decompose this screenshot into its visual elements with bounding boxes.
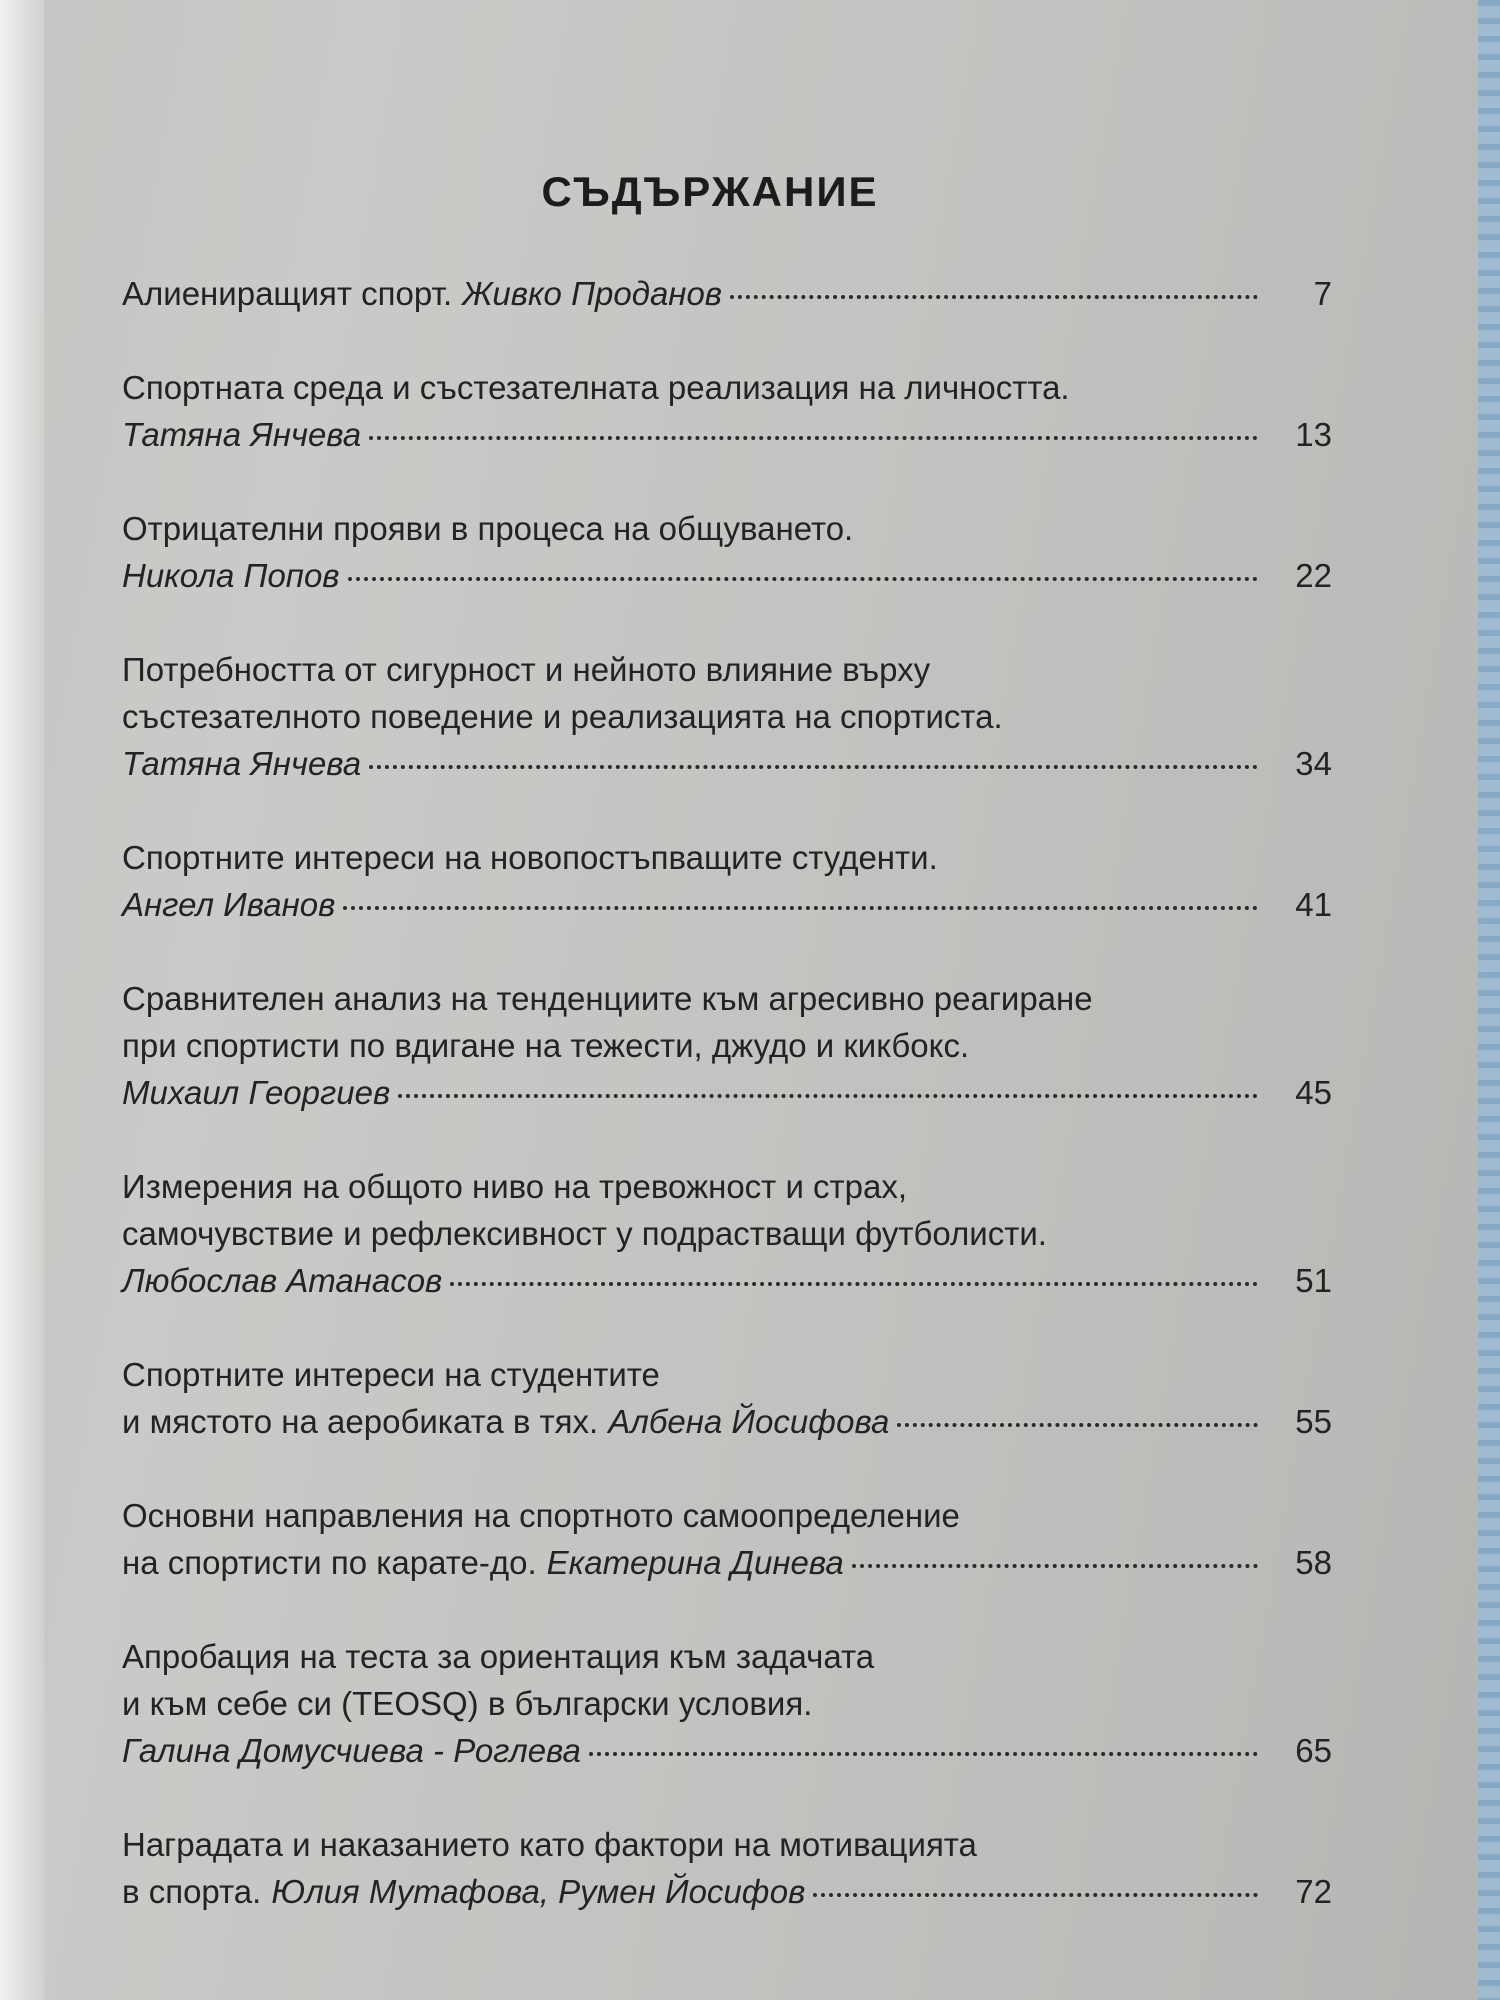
entry-title-line: Спортните интереси на новопостъпващите студенти.: [122, 839, 938, 876]
dot-leader: [852, 1564, 1258, 1568]
entry-title-line: състезателното поведение и реализацията на спортиста.: [122, 698, 1003, 735]
entry-page-number: 13: [1295, 416, 1332, 453]
entry-title-tail: и мястото на аеробиката в тях.: [122, 1403, 599, 1440]
entry-title-line: и към себе си (TEOSQ) в български условия.: [122, 1685, 813, 1722]
entry-title-tail: на спортисти по карате-до.: [122, 1544, 537, 1581]
entry-title-line: Основни направления на спортното самоопределение: [122, 1497, 960, 1534]
dot-leader: [813, 1893, 1258, 1897]
entry-title-line: Наградата и наказанието като фактори на мотивацията: [122, 1826, 977, 1863]
page-edge-stack: [1478, 0, 1500, 2000]
entry-last-line: [122, 270, 1332, 317]
entry-title-line: Отрицателни прояви в процеса на общуването.: [122, 510, 854, 547]
table-of-contents: [122, 270, 1332, 1962]
entry-author: Михаил Георгиев: [122, 1074, 391, 1111]
entry-author: Ангел Иванов: [122, 886, 336, 923]
entry-title-line: Потребността от сигурност и нейното влияние върху: [122, 651, 931, 688]
entry-page-number: 22: [1295, 557, 1332, 594]
entry-page-number: 65: [1295, 1732, 1332, 1769]
dot-leader: [398, 1094, 1258, 1098]
dot-leader: [450, 1282, 1258, 1286]
dot-leader: [348, 577, 1258, 581]
dot-leader: [897, 1423, 1258, 1427]
toc-entry: [122, 975, 1332, 1116]
entry-author: Татяна Янчева: [122, 416, 362, 453]
entry-title-line: Сравнителен анализ на тенденциите към агресивно реагиране: [122, 980, 1093, 1017]
toc-entry: [122, 364, 1332, 458]
entry-page-number: 34: [1295, 745, 1332, 782]
entry-author: Татяна Янчева: [122, 745, 362, 782]
entry-author: Албена Йосифова: [608, 1403, 890, 1440]
entry-title-tail: в спорта.: [122, 1873, 262, 1910]
toc-entry: [122, 505, 1332, 599]
entry-title-tail: Алиениращият спорт.: [122, 275, 453, 312]
entry-title-line: самочувствие и рефлексивност у подрастващи футболисти.: [122, 1215, 1047, 1252]
entry-title-line: Измерения на общото ниво на тревожност и страх,: [122, 1168, 908, 1205]
entry-author: Екатерина Динева: [546, 1544, 844, 1581]
toc-entry: [122, 1163, 1332, 1304]
entry-title-line: при спортисти по вдигане на тежести, джудо и кикбокс.: [122, 1027, 970, 1064]
dot-leader: [343, 906, 1258, 910]
entry-last-line: [122, 881, 1332, 928]
entry-last-line: [122, 1539, 1332, 1586]
entry-page-number: 7: [1313, 275, 1332, 312]
entry-author: Юлия Мутафова, Румен Йосифов: [271, 1873, 806, 1910]
toc-entry: [122, 834, 1332, 928]
toc-entry: [122, 1633, 1332, 1774]
entry-last-line: [122, 1398, 1332, 1445]
entry-page-number: 41: [1295, 886, 1332, 923]
entry-last-line: [122, 740, 1332, 787]
dot-leader: [369, 765, 1258, 769]
dot-leader: [730, 295, 1258, 299]
entry-page-number: 58: [1295, 1544, 1332, 1581]
book-spine-shadow: [0, 0, 44, 2000]
toc-entry: [122, 1492, 1332, 1586]
toc-entry: [122, 270, 1332, 317]
entry-page-number: 55: [1295, 1403, 1332, 1440]
entry-last-line: [122, 1069, 1332, 1116]
entry-last-line: [122, 1868, 1332, 1915]
entry-page-number: 72: [1295, 1873, 1332, 1910]
entry-page-number: 51: [1295, 1262, 1332, 1299]
entry-last-line: [122, 552, 1332, 599]
dot-leader: [369, 436, 1258, 440]
entry-page-number: 45: [1295, 1074, 1332, 1111]
dot-leader: [589, 1752, 1258, 1756]
entry-title-line: Апробация на теста за ориентация към задачата: [122, 1638, 875, 1675]
toc-entry: [122, 646, 1332, 787]
entry-title-line: Спортните интереси на студентите: [122, 1356, 660, 1393]
entry-author: Любослав Атанасов: [122, 1262, 443, 1299]
toc-entry: [122, 1821, 1332, 1915]
entry-last-line: [122, 1727, 1332, 1774]
entry-author: Галина Домусчиева - Роглева: [122, 1732, 581, 1769]
entry-last-line: [122, 1257, 1332, 1304]
entry-author: Никола Попов: [122, 557, 340, 594]
toc-title: СЪДЪРЖАНИЕ: [541, 168, 879, 215]
entry-author: Живко Проданов: [462, 275, 723, 312]
entry-last-line: [122, 411, 1332, 458]
toc-entry: [122, 1351, 1332, 1445]
entry-title-line: Спортната среда и състезателната реализация на личността.: [122, 369, 1070, 406]
